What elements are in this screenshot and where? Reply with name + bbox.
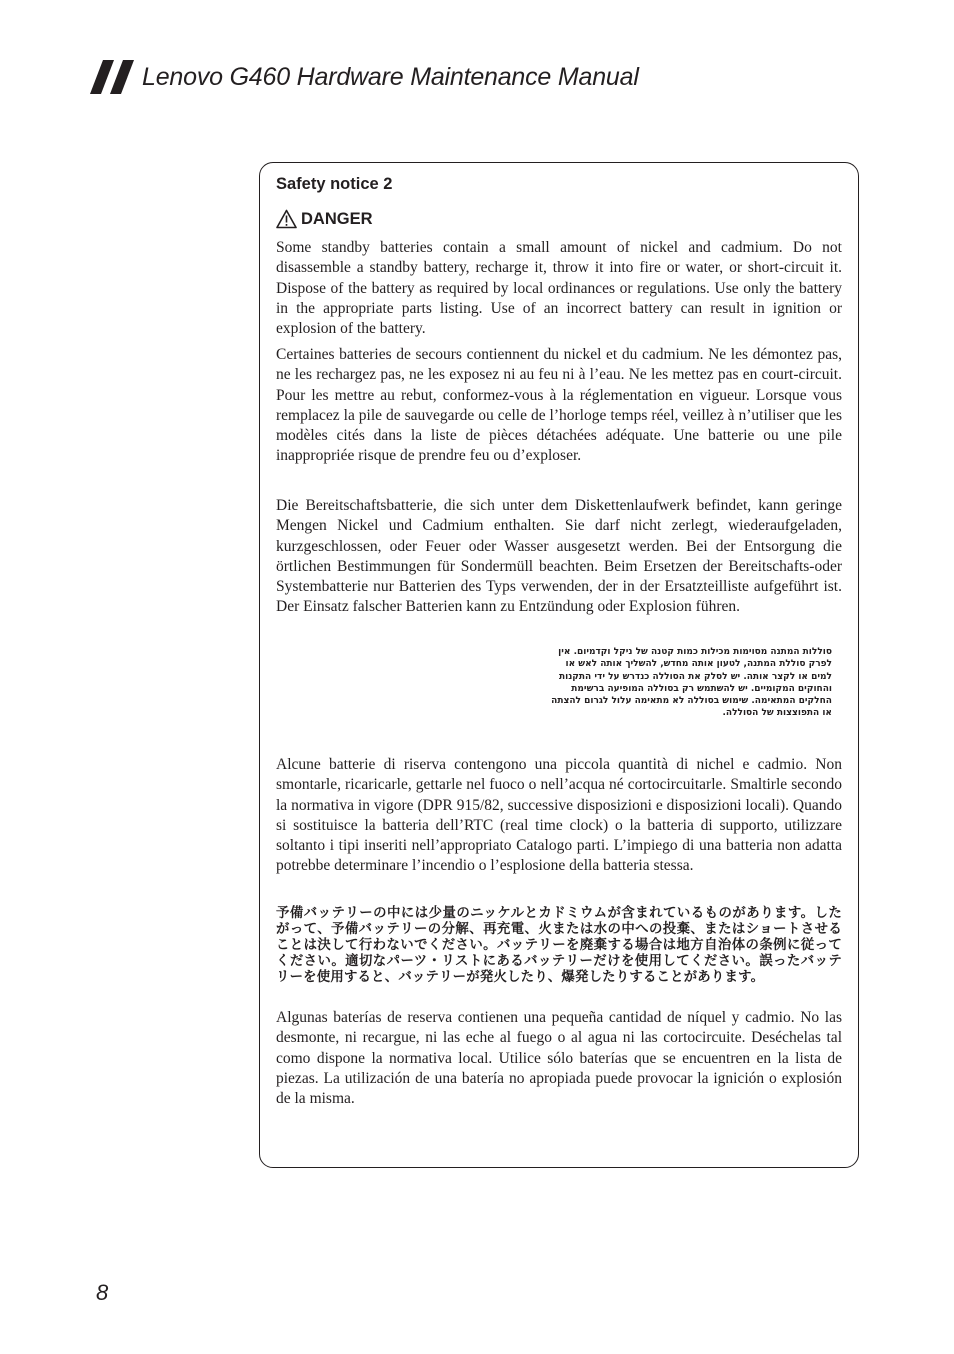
- notice-paragraph-japanese: 予備バッテリーの中には少量のニッケルとカドミウムが含まれているものがあります。したがって、予備バッテリーの分解、再充電、火または水の中への投棄、またはショートさせることは決して行わないでください。バッテリーを廃棄する場合は地方自治体の条例に従ってください。適切なパーツ・リストにあるバッテリーだけを使用してください。誤ったバッテリーを使用すると、バッテリーが発火したり、爆発したりすることがあります。: [276, 906, 842, 985]
- danger-label: DANGER: [301, 209, 373, 228]
- double-slash-icon: [90, 60, 136, 94]
- notice-paragraph-english: Some standby batteries contain a small amount of nickel and cadmium. Do not disassemble a standby battery, recharge it, throw it into fire or water, or short-circuit it. Dispose of the battery as required by local ordinances or regulations. Use only the battery in the appropriate parts listing. Use of an incorrect battery can result in ignition or explosion of the battery.: [276, 239, 842, 338]
- notice-paragraph-italian: Alcune batterie di riserva contengono una piccola quantità di nichel e cadmio. Non smontarle, ricaricarle, gettarle nel fuoco o nell’acqua né cortocircuitarle. Smaltirle secondo la normativa in vigore (DPR 915/82, successive disposizioni e disposizioni locali). Quando si sostituisce la batteria dell’RTC (real time clock) o la batteria di supporto, utilizzare soltanto i tipi inseriti nell’appropriato Catalogo parti. L’impiego di una batteria non adatta potrebbe determinare l’incendio o l’esplosione della batteria stessa.: [276, 756, 842, 875]
- page-number: 8: [96, 1280, 109, 1305]
- notice-paragraph-hebrew: סוללות המתנה מסוימות מכילות כמות קטנה של ניקל וקדמיום. אין לפרק סוללת המתנה, לטעון אותה מחדש, להשליך אותה לאש או למים או לקצר אותה. יש לסלק את הסוללה כנדרש על ידי התקנות והחוקים המקומיים. יש להשתמש רק בסוללה המופיעה ברשימת החלקים המתאימה. שימוש בסוללה לא מתאימה עלול לגרום להצתה או התפוצצות של הסוללה.: [551, 647, 832, 719]
- danger-heading: [276, 208, 373, 230]
- safety-notice-box: [259, 162, 859, 1168]
- notice-paragraph-spanish: Algunas baterías de reserva contienen una pequeña cantidad de níquel y cadmio. No las desmonte, ni recargue, ni las eche al fuego o al agua ni las cortocircuite. Deséchelas tal como dispone la normativa local. Utilice sólo baterías que se encuentren en la lista de piezas. La utilización de una batería no apropiada puede provocar la ignición o explosión de la misma.: [276, 1009, 842, 1108]
- notice-paragraph-german: Die Bereitschaftsbatterie, die sich unter dem Diskettenlaufwerk befindet, kann geringe Mengen Nickel und Cadmium enthalten. Sie darf nicht zerlegt, wiederaufgeladen, kurzgeschlossen, oder Feuer oder Wasser ausgesetzt werden. Bei der Entsorgung die örtlichen Bestimmungen für Sondermüll beachten. Beim Ersetzen der Bereitschafts-oder Systembatterie nur Batterien des Typs verwenden, der in der Ersatzteilliste aufgeführt ist. Der Einsatz falscher Batterien kann zu Entzündung oder Explosion führen.: [276, 497, 842, 616]
- notice-paragraph-french: Certaines batteries de secours contiennent du nickel et du cadmium. Ne les démontez pas, ne les rechargez pas, ne les exposez ni au feu ni à l’eau. Ne les mettez pas en court-circuit. Pour les mettre au rebut, conformez-vous à la réglementation en vigueur. Lorsque vous remplacez la pile de sauvegarde ou celle de l’horloge temps réel, veillez à n’utiliser que les modèles cités dans la liste de pièces détachées adéquate. Une batterie ou une pile inappropriée risque de prendre feu ou d’exploser.: [276, 346, 842, 465]
- manual-title: Lenovo G460 Hardware Maintenance Manual: [142, 63, 639, 91]
- warning-triangle-icon: [276, 209, 297, 229]
- page-header: [90, 60, 790, 96]
- notice-title: Safety notice 2: [276, 175, 393, 193]
